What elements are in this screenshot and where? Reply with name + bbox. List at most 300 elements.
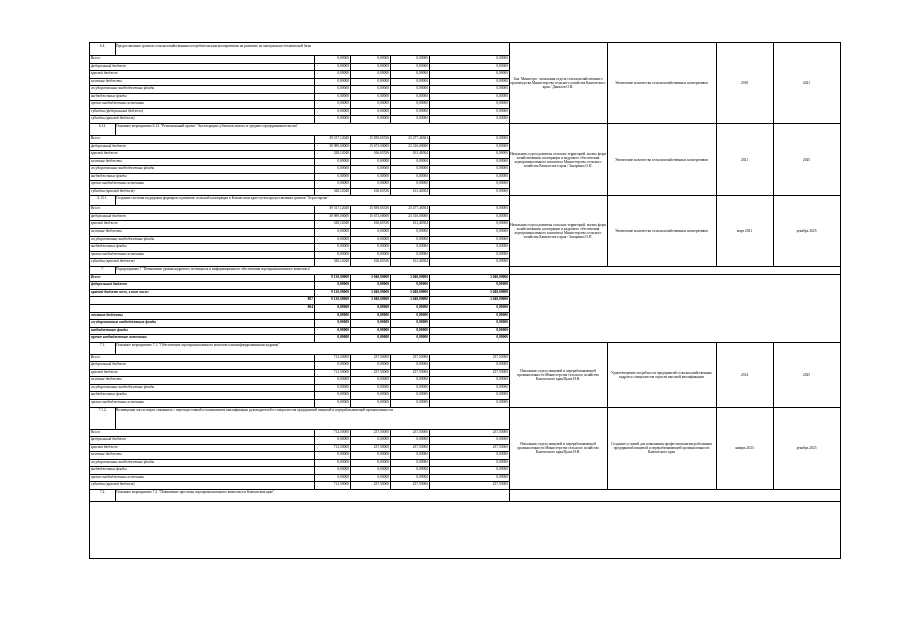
row-label: федеральный бюджет bbox=[91, 362, 126, 367]
row-label: местные бюджеты bbox=[91, 312, 123, 317]
grid-line-v bbox=[314, 429, 315, 489]
row-label: федеральный бюджет bbox=[91, 437, 126, 442]
budget-table bbox=[89, 42, 841, 559]
amount-cell: 0,00000 bbox=[496, 452, 508, 457]
grid-line-v bbox=[115, 43, 116, 55]
amount-cell: 0,00000 bbox=[416, 229, 428, 233]
grid-line-v bbox=[716, 195, 717, 265]
row-label: местные бюджеты bbox=[91, 78, 122, 83]
grid-line-v bbox=[350, 354, 351, 407]
expected-result: Увеличение количества сельскохозяйственных кооперативов bbox=[615, 157, 708, 162]
amount-cell: 0,00000 bbox=[377, 63, 389, 68]
grid-line-v bbox=[314, 354, 315, 407]
row-label: краевой бюджет bbox=[91, 71, 118, 76]
amount-cell: 0,00000 bbox=[337, 251, 349, 256]
amount-cell: 0,00000 bbox=[377, 158, 389, 163]
amount-cell: 0,00000 bbox=[377, 71, 389, 76]
amount-cell: 23 477,46504 bbox=[408, 135, 428, 140]
expected-result: Увеличение количества сельскохозяйственных кооперативов bbox=[615, 229, 708, 234]
grid-line-v bbox=[773, 43, 774, 123]
amount-cell: 0,00000 bbox=[337, 166, 349, 171]
amount-cell: 0,00000 bbox=[496, 135, 508, 140]
row-label: Всего: bbox=[91, 206, 101, 211]
amount-cell: 0,00000 bbox=[337, 400, 349, 404]
amount-cell: 0,00000 bbox=[416, 236, 428, 241]
row-label: местные бюджеты bbox=[91, 158, 122, 163]
amount-cell: 237,50000 bbox=[412, 482, 428, 487]
amount-cell: 39 317,12040 bbox=[329, 206, 349, 211]
amount-cell: 0,00000 bbox=[416, 158, 428, 163]
row-label: государственные внебюджетные фонды bbox=[91, 236, 155, 241]
amount-cell: 237,50000 bbox=[492, 444, 508, 449]
amount-cell: 0,00000 bbox=[377, 251, 389, 256]
amount-cell: 0,00000 bbox=[496, 304, 508, 309]
row-label: внебюджетные фонды bbox=[91, 467, 127, 472]
amount-cell: 166,65536 bbox=[373, 259, 389, 264]
amount-cell: 328,12040 bbox=[333, 151, 349, 156]
amount-cell: 0,00000 bbox=[416, 181, 428, 186]
end-date: декабрь 2025 bbox=[796, 229, 817, 234]
row-label: краевой бюджет bbox=[91, 221, 118, 226]
amount-cell: 0,00000 bbox=[416, 377, 428, 382]
row-label: внебюджетные фонды bbox=[91, 173, 127, 178]
amount-cell: 0,00000 bbox=[337, 312, 349, 317]
section-title: Возмещение части затрат, связанных с переподготовкой и повышением квалификации руководителей и специалистов предприятий пищевой и перерабатывающей промышленности bbox=[116, 407, 393, 412]
amount-cell: 0,00000 bbox=[337, 384, 349, 389]
amount-cell: 0,00000 bbox=[416, 251, 428, 256]
amount-cell: 0,00000 bbox=[337, 158, 349, 163]
amount-cell: 712,50000 bbox=[333, 444, 349, 449]
amount-cell: 0,00000 bbox=[377, 56, 389, 60]
amount-cell: 0,00000 bbox=[496, 151, 508, 156]
amount-cell: 0,00000 bbox=[496, 437, 508, 442]
start-date: 2014 bbox=[740, 372, 749, 377]
grid-line-v bbox=[429, 135, 430, 195]
row-label: прочие внебюджетные источники bbox=[91, 335, 147, 340]
amount-cell: 0,00000 bbox=[496, 158, 508, 163]
amount-cell: 0,00000 bbox=[496, 327, 508, 332]
amount-cell: 0,00000 bbox=[337, 304, 349, 309]
start-date: 2018 bbox=[740, 81, 749, 86]
amount-cell: 0,00000 bbox=[416, 327, 428, 332]
amount-cell: 0,00000 bbox=[337, 335, 349, 340]
amount-cell: 237,50000 bbox=[373, 444, 389, 449]
amount-cell: 0,00000 bbox=[377, 236, 389, 241]
section-title: Основное мероприятие 6.13. "Региональный проект "Акселерация субъектов малого и среднего предпринимательства" bbox=[116, 123, 299, 128]
grid-line-v bbox=[390, 274, 391, 342]
amount-cell: 712,50000 bbox=[333, 482, 349, 487]
amount-cell: 9 120,00000 bbox=[331, 297, 349, 302]
row-label: государственные внебюджетные фонды bbox=[91, 459, 155, 464]
amount-cell: 0,00000 bbox=[377, 459, 389, 464]
amount-cell: 0,00000 bbox=[496, 101, 508, 106]
grid-line-v bbox=[429, 274, 430, 342]
grid-line-v bbox=[716, 43, 717, 123]
amount-cell: 0,00000 bbox=[337, 437, 349, 442]
end-date: 2025 bbox=[802, 372, 811, 377]
amount-cell: 0,00000 bbox=[337, 282, 349, 287]
amount-cell: 0,00000 bbox=[377, 229, 389, 233]
row-label: прочие внебюджетные источники bbox=[91, 251, 144, 256]
section-number: 6.13.1. bbox=[97, 196, 108, 201]
row-label: внебюджетные фонды bbox=[91, 244, 127, 249]
amount-cell: 0,00000 bbox=[377, 327, 389, 332]
amount-cell: 0,00000 bbox=[416, 452, 428, 457]
amount-cell: 237,50000 bbox=[373, 354, 389, 359]
amount-cell: 0,00000 bbox=[337, 362, 349, 367]
amount-cell: 3 040,00000 bbox=[490, 274, 508, 279]
amount-cell: 0,00000 bbox=[377, 101, 389, 106]
grid-line-v bbox=[115, 342, 116, 354]
amount-cell: 0,00000 bbox=[377, 166, 389, 171]
amount-cell: 0,00000 bbox=[496, 166, 508, 171]
row-label: субсидии (федеральный бюджет) bbox=[91, 108, 143, 113]
amount-cell: 0,00000 bbox=[496, 221, 508, 226]
amount-cell: 237,50000 bbox=[492, 354, 508, 359]
start-date: 2021 bbox=[740, 157, 749, 162]
end-date: 2025 bbox=[802, 157, 811, 162]
row-label: государственные внебюджетные фонды bbox=[91, 166, 155, 171]
amount-cell: 161,46504 bbox=[412, 151, 428, 156]
amount-cell: 328,12040 bbox=[333, 188, 349, 193]
row-label: федеральный бюджет bbox=[91, 63, 126, 68]
amount-cell: 0,00000 bbox=[416, 78, 428, 83]
amount-cell: 0,00000 bbox=[496, 116, 508, 121]
amount-cell: 0,00000 bbox=[416, 467, 428, 472]
amount-cell: 0,00000 bbox=[416, 362, 428, 367]
grid-line-v bbox=[607, 43, 608, 123]
amount-cell: 0,00000 bbox=[337, 116, 349, 121]
row-label: внебюджетные фонды bbox=[91, 93, 127, 98]
grid-line-v bbox=[350, 205, 351, 265]
amount-cell: 0,00000 bbox=[377, 181, 389, 186]
amount-cell: 0,00000 bbox=[416, 312, 428, 317]
grid-line-v bbox=[607, 123, 608, 195]
amount-cell: 0,00000 bbox=[337, 108, 349, 113]
amount-cell: 0,00000 bbox=[337, 56, 349, 60]
amount-cell: 166,65536 bbox=[373, 188, 389, 193]
row-label: федеральный бюджет bbox=[91, 282, 127, 287]
amount-cell: 9 120,00000 bbox=[331, 274, 349, 279]
amount-cell: 0,00000 bbox=[496, 467, 508, 472]
row-label: краевой бюджет bbox=[91, 151, 118, 156]
amount-cell: 0,00000 bbox=[377, 452, 389, 457]
grid-line-v bbox=[390, 135, 391, 195]
grid-line-v bbox=[314, 135, 315, 195]
amount-cell: 0,00000 bbox=[416, 56, 428, 60]
amount-cell: 237,50000 bbox=[373, 369, 389, 374]
row-label: государственные внебюджетные фонды bbox=[91, 320, 156, 325]
row-label: Всего: bbox=[91, 429, 101, 434]
grid-line-v bbox=[509, 266, 510, 342]
amount-cell: 0,00000 bbox=[377, 320, 389, 325]
amount-cell: 0,00000 bbox=[377, 384, 389, 389]
amount-cell: 15 673,00000 bbox=[369, 143, 389, 148]
amount-cell: 161,46504 bbox=[412, 188, 428, 193]
amount-cell: 0,00000 bbox=[496, 213, 508, 218]
amount-cell: 0,00000 bbox=[416, 304, 428, 309]
amount-cell: 0,00000 bbox=[337, 71, 349, 76]
expected-result: Создание условий для повышения профессионализма работников предприятий пищевой и перерабатывающей промышленности Камчатского края bbox=[611, 442, 712, 455]
amount-cell: 23 316,00000 bbox=[408, 213, 428, 218]
section-title: Подпрограмма 7 "Повышение уровня кадрового потенциала и информационного обеспечения агропромышленного комплекса" bbox=[116, 266, 311, 271]
grid-line-v bbox=[773, 407, 774, 489]
amount-cell: 0,00000 bbox=[337, 78, 349, 83]
section-number: 7.1. bbox=[99, 342, 106, 347]
amount-cell: 0,00000 bbox=[377, 86, 389, 91]
amount-cell: 237,50000 bbox=[412, 369, 428, 374]
end-date: декабрь 2025 bbox=[796, 446, 817, 451]
amount-cell: 237,50000 bbox=[492, 369, 508, 374]
grid-line-v bbox=[115, 407, 116, 429]
amount-cell: 0,00000 bbox=[377, 312, 389, 317]
grid-line-v bbox=[509, 489, 510, 501]
amount-cell: 712,50000 bbox=[333, 429, 349, 434]
start-date: март 2021 bbox=[736, 229, 753, 234]
amount-cell: 0,00000 bbox=[416, 116, 428, 121]
section-number: 6.4. bbox=[99, 44, 106, 48]
amount-cell: 0,00000 bbox=[416, 400, 428, 404]
amount-cell: 3 040,00000 bbox=[490, 289, 508, 294]
amount-cell: 0,00000 bbox=[337, 181, 349, 186]
amount-cell: 0,00000 bbox=[377, 304, 389, 309]
amount-cell: 0,00000 bbox=[337, 63, 349, 68]
amount-cell: 0,00000 bbox=[496, 93, 508, 98]
amount-cell: 0,00000 bbox=[416, 108, 428, 113]
budget-code: 804 bbox=[307, 304, 313, 309]
row-label: государственные внебюджетные фонды bbox=[91, 384, 155, 389]
amount-cell: 0,00000 bbox=[337, 101, 349, 106]
row-label: прочие внебюджетные источники bbox=[91, 400, 144, 404]
grid-line-v bbox=[314, 55, 315, 123]
amount-cell: 0,00000 bbox=[377, 377, 389, 382]
grid-line-v bbox=[773, 342, 774, 407]
responsible-person: Начальник отдела развития сельских территорий, малых форм хозяйствования, кооперации и кадрового обеспечения агропромышленного комплекса Министерства сельского хозяйства Камчатского края / Захаренко О.П. bbox=[510, 151, 606, 168]
amount-cell: 328,12040 bbox=[333, 221, 349, 226]
amount-cell: 161,46504 bbox=[412, 221, 428, 226]
grid-line-v bbox=[350, 135, 351, 195]
grid-line-v bbox=[390, 55, 391, 123]
amount-cell: 0,00000 bbox=[337, 459, 349, 464]
grid-line-v bbox=[773, 195, 774, 265]
amount-cell: 0,00000 bbox=[337, 173, 349, 178]
amount-cell: 0,00000 bbox=[377, 244, 389, 249]
amount-cell: 0,00000 bbox=[496, 384, 508, 389]
amount-cell: 0,00000 bbox=[377, 467, 389, 472]
amount-cell: 0,00000 bbox=[496, 459, 508, 464]
amount-cell: 0,00000 bbox=[496, 188, 508, 193]
amount-cell: 0,00000 bbox=[496, 236, 508, 241]
grid-line-v bbox=[115, 489, 116, 501]
row-label: местные бюджеты bbox=[91, 229, 122, 233]
grid-line-v bbox=[115, 266, 116, 274]
expected-result: Удовлетворение потребности предприятий сельскохозяйственных кадров и специалистов отрасли высокой квалификации bbox=[611, 370, 712, 379]
amount-cell: 0,00000 bbox=[496, 320, 508, 325]
amount-cell: 0,00000 bbox=[377, 474, 389, 479]
row-label: субсидии (краевой бюджет) bbox=[91, 188, 135, 193]
amount-cell: 0,00000 bbox=[377, 93, 389, 98]
amount-cell: 0,00000 bbox=[496, 400, 508, 404]
grid-line-v bbox=[607, 342, 608, 407]
amount-cell: 237,50000 bbox=[492, 482, 508, 487]
amount-cell: 237,50000 bbox=[373, 429, 389, 434]
grid-line-v bbox=[390, 354, 391, 407]
row-label: прочие внебюджетные источники bbox=[91, 101, 144, 106]
amount-cell: 0,00000 bbox=[416, 93, 428, 98]
amount-cell: 0,00000 bbox=[496, 282, 508, 287]
row-label: внебюджетные фонды bbox=[91, 327, 128, 332]
amount-cell: 0,00000 bbox=[377, 400, 389, 404]
end-date: 2021 bbox=[802, 81, 811, 86]
grid-line-v bbox=[716, 123, 717, 195]
grid-line-v bbox=[716, 407, 717, 489]
amount-cell: 3 040,00000 bbox=[410, 274, 428, 279]
amount-cell: 0,00000 bbox=[496, 251, 508, 256]
grid-line-v bbox=[390, 205, 391, 265]
amount-cell: 39 317,12040 bbox=[329, 135, 349, 140]
amount-cell: 0,00000 bbox=[416, 101, 428, 106]
amount-cell: 328,12040 bbox=[333, 259, 349, 264]
row-label: прочие внебюджетные источники bbox=[91, 181, 144, 186]
amount-cell: 0,00000 bbox=[416, 474, 428, 479]
amount-cell: 3 040,00000 bbox=[371, 289, 389, 294]
amount-cell: 0,00000 bbox=[496, 86, 508, 91]
amount-cell: 0,00000 bbox=[377, 78, 389, 83]
amount-cell: 0,00000 bbox=[496, 71, 508, 76]
amount-cell: 0,00000 bbox=[496, 362, 508, 367]
row-label: прочие внебюджетные источники bbox=[91, 474, 144, 479]
amount-cell: 3 040,00000 bbox=[490, 297, 508, 302]
section-number: 7.1.2. bbox=[98, 407, 107, 412]
amount-cell: 0,00000 bbox=[496, 173, 508, 178]
grid-line-v bbox=[429, 205, 430, 265]
amount-cell: 0,00000 bbox=[496, 244, 508, 249]
row-label: Всего: bbox=[91, 354, 101, 359]
amount-cell: 15 839,65536 bbox=[369, 206, 389, 211]
amount-cell: 0,00000 bbox=[337, 474, 349, 479]
row-label: субсидии (краевой бюджет) bbox=[91, 482, 135, 487]
grid-line-v bbox=[314, 274, 315, 342]
amount-cell: 712,50000 bbox=[333, 369, 349, 374]
amount-cell: 0,00000 bbox=[337, 86, 349, 91]
section-number: 7. bbox=[101, 266, 104, 271]
amount-cell: 0,00000 bbox=[496, 474, 508, 479]
budget-code: 807 bbox=[307, 297, 313, 302]
responsible-person: Начальник отдела пищевой и перерабатывающей промышленности Министерства сельского хозяйства Камчатского края/Цыпа Н.Н. bbox=[517, 442, 599, 455]
amount-cell: 0,00000 bbox=[416, 71, 428, 76]
grid-line-v bbox=[350, 55, 351, 123]
row-label: краевой бюджет bbox=[91, 369, 118, 374]
amount-cell: 15 839,65536 bbox=[369, 135, 389, 140]
amount-cell: 0,00000 bbox=[416, 173, 428, 178]
amount-cell: 0,00000 bbox=[377, 282, 389, 287]
row-label: Всего: bbox=[91, 56, 101, 60]
amount-cell: 0,00000 bbox=[496, 392, 508, 397]
amount-cell: 0,00000 bbox=[377, 116, 389, 121]
row-label: государственные внебюджетные фонды bbox=[91, 86, 155, 91]
amount-cell: 0,00000 bbox=[496, 56, 508, 60]
grid-line-v bbox=[607, 195, 608, 265]
amount-cell: 0,00000 bbox=[496, 143, 508, 148]
section-title: Основное мероприятие 7.1. "Обеспечение агропромышленного комплекса квалифицированными кадрами" bbox=[116, 342, 280, 347]
grid-line-v bbox=[716, 342, 717, 407]
amount-cell: 0,00000 bbox=[496, 312, 508, 317]
amount-cell: 0,00000 bbox=[416, 335, 428, 340]
amount-cell: 0,00000 bbox=[377, 362, 389, 367]
amount-cell: 161,46504 bbox=[412, 259, 428, 264]
amount-cell: 0,00000 bbox=[416, 320, 428, 325]
row-label: внебюджетные фонды bbox=[91, 392, 127, 397]
amount-cell: 0,00000 bbox=[377, 437, 389, 442]
grid-line-v bbox=[390, 429, 391, 489]
amount-cell: 0,00000 bbox=[337, 467, 349, 472]
grid-line-v bbox=[429, 429, 430, 489]
row-label: краевой бюджет bbox=[91, 444, 118, 449]
grid-line-h bbox=[90, 501, 840, 502]
amount-cell: 0,00000 bbox=[337, 377, 349, 382]
amount-cell: 0,00000 bbox=[416, 63, 428, 68]
section-title: Создание системы поддержки фермеров и развитие сельской кооперации в Камчатском крае путем предоставления грантов "Агростартап" bbox=[116, 196, 329, 201]
amount-cell: 0,00000 bbox=[416, 86, 428, 91]
grid-line-v bbox=[773, 123, 774, 195]
row-label: субсидии (краевой бюджет) bbox=[91, 116, 135, 121]
amount-cell: 0,00000 bbox=[337, 452, 349, 457]
start-date: январь 2023 bbox=[735, 446, 754, 451]
amount-cell: 0,00000 bbox=[496, 335, 508, 340]
section-title: Основное мероприятие 7.2. "Повышение престижа агропромышленного комплекса в Камчатском крае" bbox=[116, 489, 275, 494]
amount-cell: 0,00000 bbox=[377, 392, 389, 397]
row-label: Всего: bbox=[91, 274, 101, 279]
amount-cell: 166,65536 bbox=[373, 221, 389, 226]
amount-cell: 0,00000 bbox=[416, 166, 428, 171]
grid-line-v bbox=[429, 55, 430, 123]
amount-cell: 3 040,00000 bbox=[371, 274, 389, 279]
amount-cell: 3 040,00000 bbox=[410, 297, 428, 302]
grid-line-v bbox=[115, 195, 116, 205]
amount-cell: 0,00000 bbox=[377, 335, 389, 340]
amount-cell: 23 316,00000 bbox=[408, 143, 428, 148]
amount-cell: 0,00000 bbox=[337, 327, 349, 332]
amount-cell: 0,00000 bbox=[416, 244, 428, 249]
grid-line-v bbox=[314, 205, 315, 265]
row-label: местные бюджеты bbox=[91, 452, 122, 457]
amount-cell: 0,00000 bbox=[416, 384, 428, 389]
amount-cell: 0,00000 bbox=[496, 108, 508, 113]
section-title: Предоставление грантов сельскохозяйственным потребительским кооперативам на развитие их материально-технической базы bbox=[116, 44, 312, 48]
amount-cell: 0,00000 bbox=[496, 206, 508, 211]
row-label: местные бюджеты bbox=[91, 377, 122, 382]
expected-result: Увеличение количества сельскохозяйственных кооперативов bbox=[615, 81, 708, 86]
grid-line-v bbox=[429, 354, 430, 407]
grid-line-v bbox=[607, 407, 608, 489]
amount-cell: 0,00000 bbox=[416, 392, 428, 397]
row-label: краевой бюджет всего, в том числе: bbox=[91, 289, 150, 294]
responsible-person: Начальник отдела пищевой и перерабатывающей промышленности Министерства сельского хозяйства Камчатского края/Цыпа Н.Н. bbox=[517, 368, 599, 381]
grid-line-v bbox=[350, 429, 351, 489]
amount-cell: 0,00000 bbox=[496, 78, 508, 83]
amount-cell: 23 477,46504 bbox=[408, 206, 428, 211]
amount-cell: 38 989,00000 bbox=[329, 213, 349, 218]
row-label: субсидии (краевой бюджет) bbox=[91, 259, 135, 264]
amount-cell: 237,50000 bbox=[412, 354, 428, 359]
amount-cell: 237,50000 bbox=[373, 482, 389, 487]
row-label: федеральный бюджет bbox=[91, 143, 126, 148]
amount-cell: 15 673,00000 bbox=[369, 213, 389, 218]
grid-line-v bbox=[115, 123, 116, 135]
amount-cell: 0,00000 bbox=[496, 377, 508, 382]
amount-cell: 166,65536 bbox=[373, 151, 389, 156]
section-number: 7.2. bbox=[99, 489, 106, 494]
